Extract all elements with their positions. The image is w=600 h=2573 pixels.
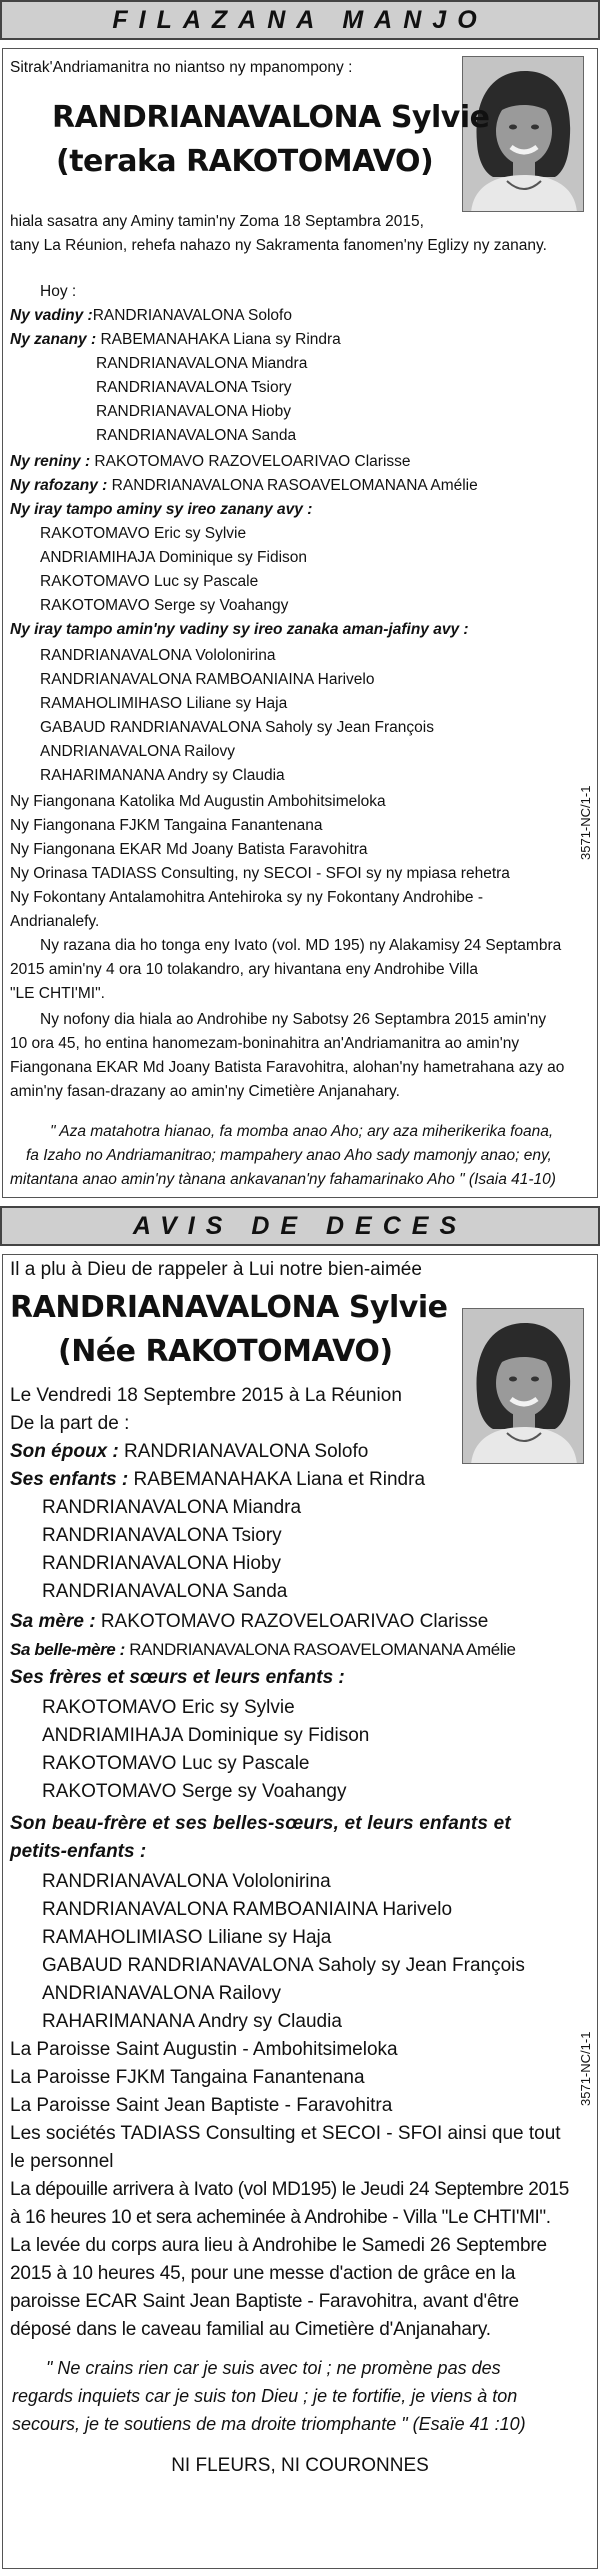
in-law-name: RAHARIMANANA Andry sy Claudia	[40, 767, 285, 784]
funeral-text: Fiangonana EKAR Md Joany Batista Faravohitra, alohan'ny hametrahana azy ao	[10, 1059, 565, 1076]
organization-line: Ny Fiangonana FJKM Tangaina Fanantenana	[10, 817, 323, 834]
in-law-name: ANDRIANAVALONA Railovy	[42, 1983, 281, 2004]
arrival-text: "LE CHTI'MI".	[10, 985, 105, 1002]
mother-in-law-label: Sa belle-mère :	[10, 1640, 125, 1659]
arrival-text: à 16 heures 10 et sera acheminée à Androhibe - Villa "Le CHTI'MI".	[10, 2207, 551, 2228]
in-laws-label: petits-enfants :	[10, 1841, 147, 1862]
organization-line: La Paroisse FJKM Tangaina Fanantenana	[10, 2067, 365, 2088]
children-label: Ny zanany :	[10, 331, 97, 348]
in-law-name: RANDRIANAVALONA RAMBOANIAINA Harivelo	[42, 1899, 453, 1920]
in-law-name: RAMAHOLIMIHASO Liliane sy Haja	[40, 695, 288, 712]
sibling-name: RAKOTOMAVO Eric sy Sylvie	[40, 525, 247, 542]
child-name: RANDRIANAVALONA Hioby	[96, 403, 291, 420]
maiden-name: (teraka RAKOTOMAVO)	[56, 144, 434, 179]
funeral-text: amin'ny fasan-drazany ao amin'ny Cimetière Anjanahary.	[10, 1083, 400, 1100]
in-law-name: GABAUD RANDRIANAVALONA Saholy sy Jean François	[42, 1955, 525, 1976]
organization-line: La Paroisse Saint Jean Baptiste - Faravohitra	[10, 2095, 393, 2116]
child-name: RANDRIANAVALONA Tsiory	[42, 1525, 282, 1546]
arrival-text: La dépouille arrivera à Ivato (vol MD195) le Jeudi 24 Septembre 2015	[10, 2179, 569, 2200]
mother-line	[10, 450, 411, 474]
death-date: Le Vendredi 18 Septembre 2015 à La Réunion	[10, 1385, 402, 1406]
funeral-text: Ny nofony dia hiala ao Androhibe ny Sabotsy 26 Septambra 2015 amin'ny	[40, 1011, 547, 1028]
mother-in-law-name: RANDRIANAVALONA RASOAVELOMANANA Amélie	[129, 1640, 516, 1659]
bible-quote: " Ne crains rien car je suis avec toi ; ne promène pas des	[46, 2358, 501, 2378]
death-announcement-line1: hiala sasatra any Aminy tamin'ny Zoma 18 Septambra 2015,	[10, 213, 424, 230]
mother-line	[10, 1608, 488, 1636]
hoy-label: Hoy :	[40, 283, 77, 300]
bible-quote: mitantana anao amin'ny tànana ankavanan'ny fahamarinako Aho " (Isaia 41-10)	[10, 1171, 556, 1188]
mother-name: RAKOTOMAVO RAZOVELOARIVAO Clarisse	[94, 453, 411, 470]
in-law-name: RANDRIANAVALONA Vololonirina	[40, 647, 276, 664]
organization-line: Ny Fokontany Antalamohitra Antehiroka sy ny Fokontany Androhibe -	[10, 889, 484, 906]
mother-in-law-label: Ny rafozany :	[10, 477, 108, 494]
sibling-name: RAKOTOMAVO Luc sy Pascale	[40, 573, 259, 590]
notice-french	[0, 1206, 600, 2573]
deceased-name: RANDRIANAVALONA Sylvie	[10, 1290, 448, 1325]
closing-note: NI FLEURS, NI COURONNES	[171, 2455, 429, 2476]
children-line	[10, 328, 341, 352]
mother-label: Ny reniny :	[10, 453, 91, 470]
organization-line: Andrianalefy.	[10, 913, 100, 930]
spouse-line	[10, 1438, 368, 1466]
bible-quote: " Aza matahotra hianao, fa momba anao Aho; ary aza miherikerika foana,	[50, 1123, 554, 1140]
bible-quote: regards inquiets car je suis ton Dieu ; je te fortifie, je viens à ton	[12, 2386, 518, 2406]
in-laws-label: Son beau-frère et ses belles-sœurs, et leurs enfants et	[10, 1813, 511, 1834]
bible-quote: secours, je te soutiens de ma droite triomphante " (Esaïe 41 :10)	[12, 2414, 526, 2434]
sibling-name: RAKOTOMAVO Luc sy Pascale	[42, 1753, 310, 1774]
in-law-name: RAMAHOLIMIASO Liliane sy Haja	[42, 1927, 332, 1948]
spouse-label: Son époux :	[10, 1441, 119, 1462]
spouse-line	[10, 304, 292, 328]
child-name: RABEMANAHAKA Liana sy Rindra	[100, 331, 341, 348]
child-name: RANDRIANAVALONA Miandra	[42, 1497, 302, 1518]
portrait-photo	[462, 1308, 584, 1464]
reference-code: 3571-NC/1-1	[578, 2031, 593, 2106]
in-law-name: ANDRIANAVALONA Railovy	[40, 743, 235, 760]
organization-line: Ny Fiangonana EKAR Md Joany Batista Faravohitra	[10, 841, 368, 858]
organization-line: Ny Fiangonana Katolika Md Augustin Ambohitsimeloka	[10, 793, 386, 810]
child-name: RANDRIANAVALONA Sanda	[42, 1581, 288, 1602]
organization-line: Ny Orinasa TADIASS Consulting, ny SECOI - SFOI sy ny mpiasa rehetra	[10, 865, 510, 882]
reference-code: 3571-NC/1-1	[578, 785, 593, 860]
in-law-name: GABAUD RANDRIANAVALONA Saholy sy Jean François	[40, 719, 434, 736]
child-name: RANDRIANAVALONA Sanda	[96, 427, 297, 444]
sibling-name: ANDRIAMIHAJA Dominique sy Fidison	[42, 1725, 370, 1746]
funeral-text: 10 ora 45, ho entina hanomezam-boninahitra an'Andriamanitra ao amin'ny	[10, 1035, 520, 1052]
spouse-name: RANDRIANAVALONA Solofo	[124, 1441, 369, 1462]
notice-malagasy	[0, 0, 600, 1205]
in-law-name: RANDRIANAVALONA Vololonirina	[42, 1871, 331, 1892]
notice-header: FILAZANA MANJO	[0, 0, 600, 40]
in-laws-label: Ny iray tampo amin'ny vadiny sy ireo zanaka aman-jafiny avy :	[10, 621, 469, 638]
mother-in-law-line	[10, 1636, 516, 1664]
organization-line: La Paroisse Saint Augustin - Ambohitsimeloka	[10, 2039, 398, 2060]
sibling-name: RAKOTOMAVO Eric sy Sylvie	[42, 1697, 295, 1718]
intro-text: Sitrak'Andriamanitra no niantso ny mpanompony :	[10, 59, 353, 76]
funeral-text: 2015 à 10 heures 45, pour une messe d'action de grâce en la	[10, 2263, 516, 2284]
deceased-name: RANDRIANAVALONA Sylvie	[52, 100, 490, 135]
in-law-name: RANDRIANAVALONA RAMBOANIAINA Harivelo	[40, 671, 375, 688]
mother-label: Sa mère :	[10, 1611, 96, 1632]
siblings-label: Ny iray tampo aminy sy ireo zanany avy :	[10, 501, 313, 518]
notice-header: AVIS DE DECES	[0, 1206, 600, 1246]
sibling-name: ANDRIAMIHAJA Dominique sy Fidison	[40, 549, 308, 566]
funeral-text: paroisse ECAR Saint Jean Baptiste - Faravohitra, avant d'être	[10, 2291, 519, 2312]
child-name: RANDRIANAVALONA Miandra	[96, 355, 308, 372]
in-law-name: RAHARIMANANA Andry sy Claudia	[42, 2011, 342, 2032]
mother-name: RAKOTOMAVO RAZOVELOARIVAO Clarisse	[100, 1611, 489, 1632]
spouse-label: Ny vadiny :	[10, 307, 93, 324]
intro-text: Il a plu à Dieu de rappeler à Lui notre bien-aimée	[10, 1259, 422, 1280]
sibling-name: RAKOTOMAVO Serge sy Voahangy	[40, 597, 289, 614]
maiden-name: (Née RAKOTOMAVO)	[58, 1334, 393, 1369]
arrival-text: Ny razana dia ho tonga eny Ivato (vol. MD 195) ny Alakamisy 24 Septambra	[40, 937, 562, 954]
organization-line: le personnel	[10, 2151, 114, 2172]
funeral-text: La levée du corps aura lieu à Androhibe le Samedi 26 Septembre	[10, 2235, 547, 2256]
mother-in-law-name: RANDRIANAVALONA RASOAVELOMANANA Amélie	[111, 477, 478, 494]
children-label: Ses enfants :	[10, 1469, 129, 1490]
bible-quote: fa Izaho no Andriamanitrao; mampahery anao Aho sady mamonjy anao; eny,	[26, 1147, 552, 1164]
on-behalf-of: De la part de :	[10, 1413, 130, 1434]
funeral-text: déposé dans le caveau familial au Cimetière d'Anjanahary.	[10, 2319, 491, 2340]
arrival-text: 2015 amin'ny 4 ora 10 tolakandro, ary hivantana eny Androhibe Villa	[10, 961, 478, 978]
children-line	[10, 1466, 425, 1494]
child-name: RANDRIANAVALONA Hioby	[42, 1553, 281, 1574]
mother-in-law-line	[10, 474, 478, 498]
death-announcement-line2: tany La Réunion, rehefa nahazo ny Sakramenta fanomen'ny Eglizy ny zanany.	[10, 237, 547, 254]
child-name: RABEMANAHAKA Liana et Rindra	[133, 1469, 426, 1490]
child-name: RANDRIANAVALONA Tsiory	[96, 379, 292, 396]
organization-line: Les sociétés TADIASS Consulting et SECOI - SFOI ainsi que tout	[10, 2123, 561, 2144]
sibling-name: RAKOTOMAVO Serge sy Voahangy	[42, 1781, 347, 1802]
siblings-label: Ses frères et sœurs et leurs enfants :	[10, 1667, 345, 1688]
spouse-name: RANDRIANAVALONA Solofo	[92, 307, 292, 324]
